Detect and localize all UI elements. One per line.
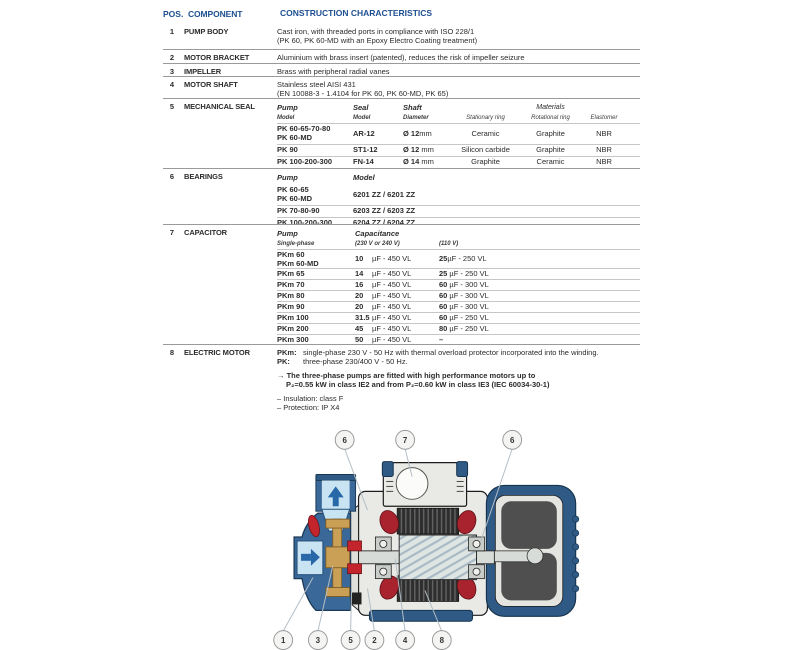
table-row [163, 24, 640, 50]
col-elastomer: Elastomer [590, 114, 618, 121]
bearings-row [277, 218, 640, 226]
callout-marker [341, 631, 360, 650]
cap-110: 25 µF - 250 VL [439, 268, 489, 278]
header-component: COMPONENT [188, 9, 243, 19]
fan-blade [501, 501, 557, 549]
capacitor-header-row2 [277, 239, 640, 250]
seal-row [277, 157, 640, 168]
seal-pump: PK 60-MD [277, 133, 313, 142]
component-name: BEARINGS [184, 172, 223, 181]
seal-header-row1 [277, 102, 640, 113]
seal-stationary: Graphite [471, 156, 500, 166]
component-description [277, 24, 640, 49]
motor-insulation: – Insulation: class F [277, 393, 344, 403]
cap-110: 60 µF - 300 VL [439, 301, 489, 311]
callout-marker [335, 430, 354, 449]
motor-note: → The three-phase pumps are fitted with high performance motors up to [277, 370, 536, 380]
cap-pump: PKm 70 [277, 279, 305, 289]
cap-230: 14 µF - 450 VL [355, 268, 412, 278]
callout-marker [308, 631, 327, 650]
seal-model: FN-14 [353, 156, 374, 166]
table-row [163, 99, 640, 169]
cap-110: 80 µF - 250 VL [439, 323, 489, 333]
seal-header-row2 [277, 113, 640, 124]
seal-model: AR-12 [353, 128, 375, 138]
pos-number: 3 [169, 67, 175, 76]
table-row [163, 77, 640, 99]
col-110v: (110 V) [439, 240, 459, 247]
cap-230: 50 µF - 450 VL [355, 334, 412, 344]
motor-protection: – Protection: IP X4 [277, 403, 340, 412]
pos-number: 6 [169, 172, 175, 181]
cap-pump: PKm 60-MD [277, 259, 319, 268]
motor-line-pk: PK: three-phase 230/400 V - 50 Hz. [277, 357, 408, 366]
table-row [163, 50, 640, 64]
capacitor-row [277, 291, 640, 302]
pos-number: 5 [169, 102, 175, 111]
cap-pump: PKm 200 [277, 323, 309, 333]
cap-pump: PKm 300 [277, 334, 309, 344]
col-pump: Pump [277, 228, 298, 238]
fan-hub [527, 548, 543, 564]
svg-text:6: 6 [342, 435, 347, 445]
seal-row [277, 124, 640, 145]
callout-marker [432, 631, 451, 650]
cap-110: – [439, 334, 444, 344]
component-description [277, 50, 640, 63]
description-line: Aluminium with brass insert (patented), reduces the risk of impeller seizure [277, 52, 525, 62]
pos-number: 8 [169, 348, 175, 357]
cap-230: 16 µF - 450 VL [355, 279, 412, 289]
motor-note: P₂=0.55 kW in class IE2 and from P₂=0.60 kW in class IE3 (IEC 60034-30-1) [286, 380, 550, 389]
col-pump: Pump [277, 172, 298, 182]
bearings-row [277, 185, 640, 206]
table-row [163, 225, 640, 345]
motor-line-pkm: PKm: single-phase 230 V - 50 Hz with thermal overload protector incorporated into the winding. [277, 347, 599, 357]
seal-rotational: Graphite [536, 128, 565, 138]
cap-pump: PKm 100 [277, 312, 309, 322]
rotor [399, 535, 476, 580]
bearing-model: 6201 ZZ / 6201 ZZ [353, 189, 416, 199]
motor-feet [369, 610, 472, 621]
cap-pump: PKm 65 [277, 268, 305, 278]
seal-row [277, 145, 640, 157]
bearing-pump: PK 100-200-300 [277, 217, 333, 225]
cap-230: 45 µF - 450 VL [355, 323, 412, 333]
seal-pump: PK 60-65-70-80 [277, 123, 331, 133]
capacitor-row [277, 250, 640, 269]
capacitor-row [277, 313, 640, 324]
capacitor-row [277, 269, 640, 280]
callout-marker [274, 631, 293, 650]
bearings-row [277, 206, 640, 218]
cap-110: 60 µF - 250 VL [439, 312, 489, 322]
bearing-pump: PK 60-MD [277, 194, 313, 203]
col-pump-sub: Model [277, 114, 295, 121]
svg-text:2: 2 [372, 636, 377, 646]
capacitor [396, 468, 428, 500]
capacitor-header-row1 [277, 228, 640, 239]
component-name: MOTOR SHAFT [184, 80, 238, 89]
fan-cover [486, 485, 578, 616]
col-230v: (230 V or 240 V) [355, 240, 400, 247]
bearings-header [277, 172, 640, 185]
seal-stationary: Silicon carbide [461, 144, 510, 154]
component-name: MECHANICAL SEAL [184, 102, 255, 111]
description-line: (EN 10088-3 - 1.4104 for PK 60, PK 60-MD, PK 65) [277, 89, 449, 98]
col-seal: Seal [353, 102, 369, 112]
pos-number: 1 [169, 27, 175, 36]
seal-shaft: Ø 12 mm [403, 128, 432, 138]
seal-model: ST1-12 [353, 144, 378, 154]
capacitor-row [277, 335, 640, 345]
component-name: ELECTRIC MOTOR [184, 348, 250, 357]
description-line: (PK 60, PK 60-MD with an Epoxy Electro Coating treatment) [277, 36, 478, 45]
pos-number: 4 [169, 80, 175, 89]
pos-number: 7 [169, 228, 175, 237]
component-name: PUMP BODY [184, 27, 229, 36]
component-name: MOTOR BRACKET [184, 53, 250, 62]
col-single-phase: Single-phase [277, 240, 315, 247]
cap-230: 20 µF - 450 VL [355, 290, 412, 300]
seal-stationary: Ceramic [471, 128, 500, 138]
outlet-flange [316, 475, 356, 481]
cap-230: 31.5 µF - 450 VL [355, 312, 412, 322]
svg-text:3: 3 [315, 636, 321, 646]
col-capacitance: Capacitance [355, 228, 400, 238]
construction-table [163, 6, 640, 417]
component-name: CAPACITOR [184, 228, 227, 237]
cap-230: 10 µF - 450 VL [355, 254, 412, 264]
seal-shaft: Ø 12 mm [403, 144, 434, 154]
motor-description [277, 345, 640, 417]
cap-110: 60 µF - 300 VL [439, 290, 489, 300]
description-line: Cast iron, with threaded ports in compliance with ISO 228/1 [277, 26, 475, 36]
table-row [163, 345, 640, 417]
col-rotational-ring: Rotational ring [531, 114, 570, 121]
col-seal-sub: Model [353, 114, 371, 121]
seal-pump: PK 90 [277, 144, 298, 154]
seal-elastomer: NBR [596, 144, 612, 154]
seal-elastomer: NBR [596, 128, 612, 138]
seal-rotational: Graphite [536, 144, 565, 154]
callout-marker [503, 430, 522, 449]
seal-subtable [277, 99, 640, 168]
component-description [277, 77, 640, 99]
bearing-model: 6204 ZZ / 6204 ZZ [353, 217, 416, 225]
seal-rotational: Ceramic [536, 156, 565, 166]
pump-cross-section-diagram [255, 420, 585, 650]
cap-pump: PKm 90 [277, 301, 305, 311]
capacitor-row [277, 280, 640, 291]
pos-number: 2 [169, 53, 175, 62]
svg-text:8: 8 [439, 636, 445, 646]
cap-pump: PKm 60 [277, 249, 305, 259]
bearing-pump: PK 70-80-90 [277, 205, 320, 215]
cap-110: 25 µF - 250 VL [439, 254, 487, 264]
seal-shaft: Ø 14 mm [403, 156, 434, 166]
col-materials: Materials [536, 103, 565, 111]
cap-pump: PKm 80 [277, 290, 305, 300]
cap-230: 20 µF - 450 VL [355, 301, 412, 311]
bearings-subtable [277, 169, 640, 225]
seal-pump: PK 100-200-300 [277, 156, 333, 166]
header-pos: POS. [163, 9, 184, 19]
bearing-model: 6203 ZZ / 6203 ZZ [353, 205, 416, 215]
description-line: Stainless steel AISI 431 [277, 79, 356, 89]
table-row [163, 64, 640, 77]
capacitor-row [277, 302, 640, 313]
component-name: IMPELLER [184, 67, 222, 76]
capacitor-subtable [277, 225, 640, 345]
col-pump: Pump [277, 102, 298, 112]
capacitor-row [277, 324, 640, 335]
cap-110: 60 µF - 300 VL [439, 279, 489, 289]
svg-text:1: 1 [280, 636, 286, 646]
component-description [277, 64, 640, 76]
svg-text:4: 4 [402, 636, 408, 646]
description-line: Brass with peripheral radial vanes [277, 66, 390, 76]
callout-marker [396, 430, 415, 449]
svg-text:7: 7 [402, 435, 408, 445]
table-row [163, 169, 640, 225]
col-model: Model [353, 172, 375, 182]
col-stationary-ring: Stationary ring [466, 114, 505, 121]
col-shaft: Shaft [403, 102, 422, 112]
bearing-pump: PK 60-65 [277, 184, 309, 194]
svg-text:5: 5 [348, 636, 353, 646]
callout-marker [396, 631, 415, 650]
terminal-box [382, 462, 467, 507]
seal-elastomer: NBR [596, 156, 612, 166]
table-header [163, 6, 640, 24]
header-characteristics: CONSTRUCTION CHARACTERISTICS [280, 8, 433, 18]
callout-marker [365, 631, 384, 650]
col-shaft-sub: Diameter [403, 114, 429, 121]
svg-text:6: 6 [509, 435, 515, 445]
